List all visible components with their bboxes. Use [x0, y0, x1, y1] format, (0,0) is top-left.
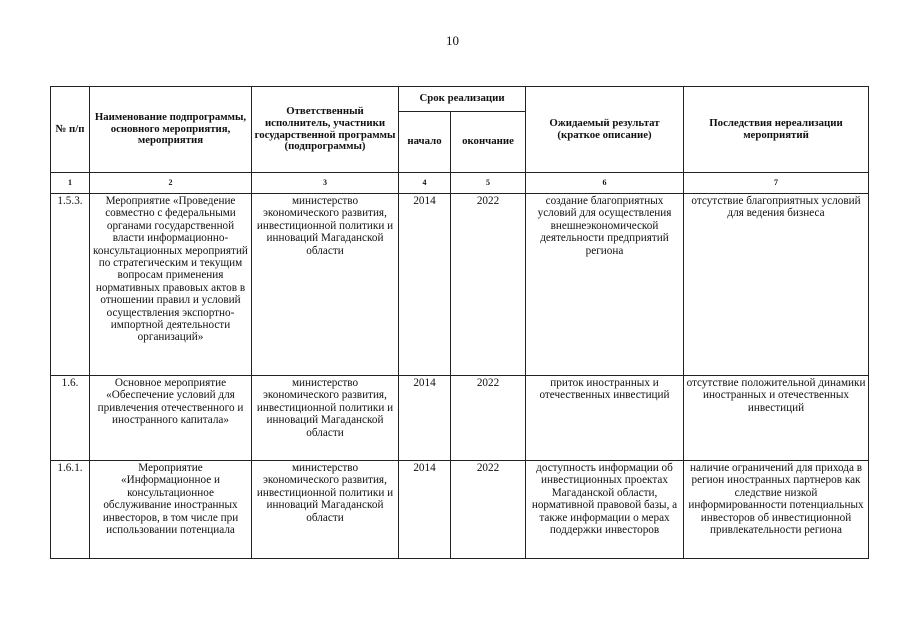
row-start: 2014 — [399, 376, 451, 461]
column-number: 5 — [451, 173, 526, 194]
row-consequences: отсутствие положительной динамики иностранных и отечественных инвестиций — [684, 376, 869, 461]
row-num: 1.5.3. — [51, 194, 90, 376]
row-name: Мероприятие «Информационное и консультационное обслуживание иностранных инвесторов, в том числе при использовании потенциала — [90, 461, 252, 559]
row-num: 1.6. — [51, 376, 90, 461]
table-row — [51, 461, 869, 559]
header-name: Наименование подпрограммы, основного мероприятия, мероприятия — [90, 87, 252, 173]
header-period: Срок реализации — [399, 87, 526, 112]
row-num: 1.6.1. — [51, 461, 90, 559]
row-end: 2022 — [451, 376, 526, 461]
program-table — [50, 86, 869, 559]
row-consequences: отсутствие благоприятных условий для ведения бизнеса — [684, 194, 869, 376]
header-end: окончание — [451, 112, 526, 173]
row-name: Мероприятие «Проведение совместно с федеральными органами государственной власти информационно-консультационных мероприятий по стратегическим и текущим вопросам применения нормативных правовых актов в отношении правил и условий осуществления экспортно-импортной деятельности организаций» — [90, 194, 252, 376]
column-number: 2 — [90, 173, 252, 194]
header-row-1 — [51, 87, 869, 112]
column-number: 7 — [684, 173, 869, 194]
row-result: доступность информации об инвестиционных проектах Магаданской области, нормативной правовой базы, а также информации о мерах поддержки инвесторов — [526, 461, 684, 559]
column-number: 6 — [526, 173, 684, 194]
row-start: 2014 — [399, 194, 451, 376]
page-number: 10 — [446, 33, 459, 48]
row-start: 2014 — [399, 461, 451, 559]
row-end: 2022 — [451, 194, 526, 376]
row-executor: министерство экономического развития, инвестиционной политики и инноваций Магаданской области — [252, 461, 399, 559]
header-consequences: Последствия нереализации мероприятий — [684, 87, 869, 173]
row-end: 2022 — [451, 461, 526, 559]
table-row — [51, 376, 869, 461]
column-number: 1 — [51, 173, 90, 194]
header-executor: Ответственный исполнитель, участники государственной программы (подпрограммы) — [252, 87, 399, 173]
column-number: 3 — [252, 173, 399, 194]
row-executor: министерство экономического развития, инвестиционной политики и инноваций Магаданской области — [252, 376, 399, 461]
row-result: создание благоприятных условий для осуществления внешнеэкономической деятельности предприятий региона — [526, 194, 684, 376]
row-executor: министерство экономического развития, инвестиционной политики и инноваций Магаданской области — [252, 194, 399, 376]
row-consequences: наличие ограничений для прихода в регион иностранных партнеров как следствие низкой информированности потенциальных инвесторов об инвестиционной привлекательности региона — [684, 461, 869, 559]
header-start: начало — [399, 112, 451, 173]
column-number-row — [51, 173, 869, 194]
header-result: Ожидаемый результат (краткое описание) — [526, 87, 684, 173]
row-result: приток иностранных и отечественных инвестиций — [526, 376, 684, 461]
row-name: Основное мероприятие «Обеспечение условий для привлечения отечественного и иностранного капитала» — [90, 376, 252, 461]
table-row — [51, 194, 869, 376]
header-num: № п/п — [51, 87, 90, 173]
column-number: 4 — [399, 173, 451, 194]
